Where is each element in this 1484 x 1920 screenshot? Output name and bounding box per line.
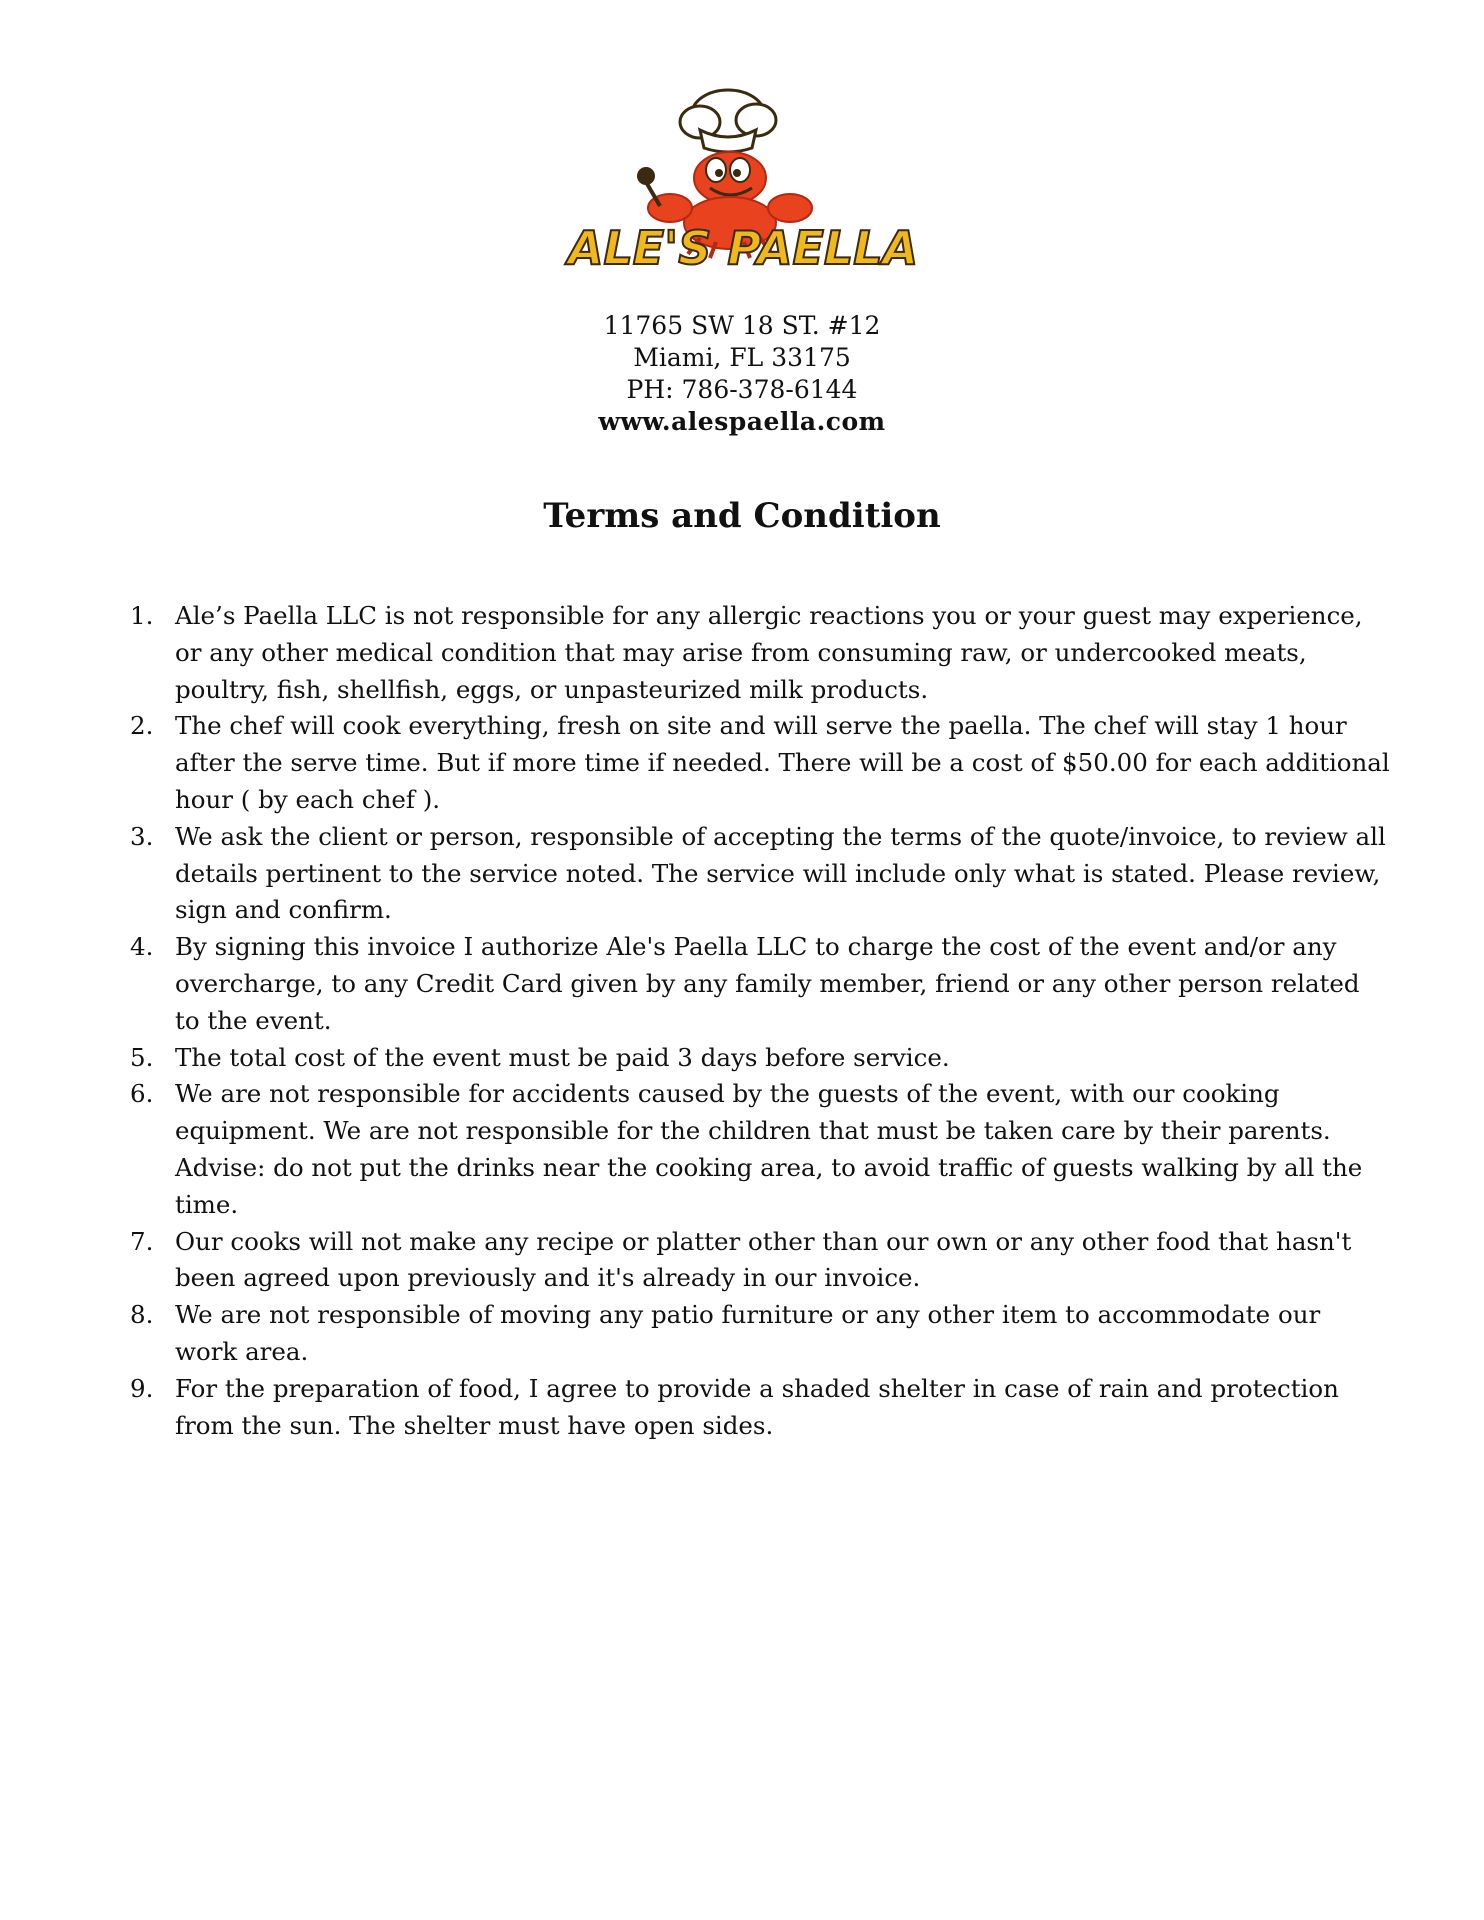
ales-paella-logo — [567, 78, 919, 278]
terms-item — [130, 708, 1390, 818]
terms-item-text: Ale’s Paella LLC is not responsible for any allergic reactions you or your guest may experience, or any other medical condition that may arise from consuming raw, or undercooked meats, poultry, fish, shellfish, eggs, or unpasteurized milk products. — [175, 601, 1363, 704]
terms-item-text: We are not responsible of moving any patio furniture or any other item to accommodate our work area. — [175, 1300, 1321, 1366]
terms-item-number: 7. — [130, 1226, 154, 1256]
terms-item-text: The chef will cook everything, fresh on site and will serve the paella. The chef will stay 1 hour after the serve time. But if more time if needed. There will be a cost of $50.00 for each additional hour ( by each chef ). — [175, 711, 1390, 814]
page-title: Terms and Condition — [543, 496, 941, 536]
terms-item — [130, 1040, 1390, 1077]
terms-item — [130, 819, 1390, 929]
terms-item-text: We are not responsible for accidents caused by the guests of the event, with our cooking equipment. We are not responsible for the children that must be taken care by their parents. Advise: do not put the drinks near the cooking area, to avoid traffic of guests walking by all the time. — [175, 1079, 1363, 1219]
terms-item-text: We ask the client or person, responsible of accepting the terms of the quote/invoice, to review all details pertinent to the service noted. The service will include only what is stated. Please review, sign and confirm. — [175, 821, 1386, 925]
terms-item — [130, 1297, 1390, 1371]
terms-item — [130, 1224, 1390, 1298]
terms-item-number: 5. — [130, 1042, 154, 1072]
website-link[interactable]: www.alespaella.com — [598, 407, 886, 436]
address-line-2: Miami, FL 33175 — [633, 343, 851, 372]
phone-number: PH: 786-378-6144 — [626, 375, 858, 404]
terms-item-number: 2. — [130, 711, 154, 741]
terms-item-text: By signing this invoice I authorize Ale's Paella LLC to charge the cost of the event and/or any overcharge, to any Credit Card given by any family member, friend or any other person related to the event. — [175, 932, 1360, 1035]
terms-item-number: 3. — [130, 821, 154, 851]
terms-item — [130, 1076, 1390, 1223]
terms-item-text: The total cost of the event must be paid 3 days before service. — [175, 1042, 950, 1072]
terms-item-number: 1. — [130, 601, 154, 630]
logo-wordmark: ALE'S PAELLA — [567, 221, 919, 275]
terms-item-number: 6. — [130, 1079, 154, 1109]
terms-item — [130, 929, 1390, 1039]
terms-item — [130, 1371, 1390, 1445]
terms-item — [130, 598, 1390, 708]
terms-item-text: For the preparation of food, I agree to provide a shaded shelter in case of rain and protection from the sun. The shelter must have open sides. — [175, 1373, 1339, 1440]
company-address-block — [0, 310, 1484, 438]
terms-item-number: 8. — [130, 1300, 154, 1330]
terms-item-text: Our cooks will not make any recipe or platter other than our own or any other food that hasn't been agreed upon previously and it's already in our invoice. — [175, 1226, 1352, 1293]
terms-item-number: 4. — [130, 932, 154, 962]
chef-hat-icon — [680, 90, 776, 152]
terms-list — [130, 598, 1390, 1444]
address-line-1: 11765 SW 18 ST. #12 — [603, 311, 881, 340]
terms-item-number: 9. — [130, 1373, 154, 1403]
